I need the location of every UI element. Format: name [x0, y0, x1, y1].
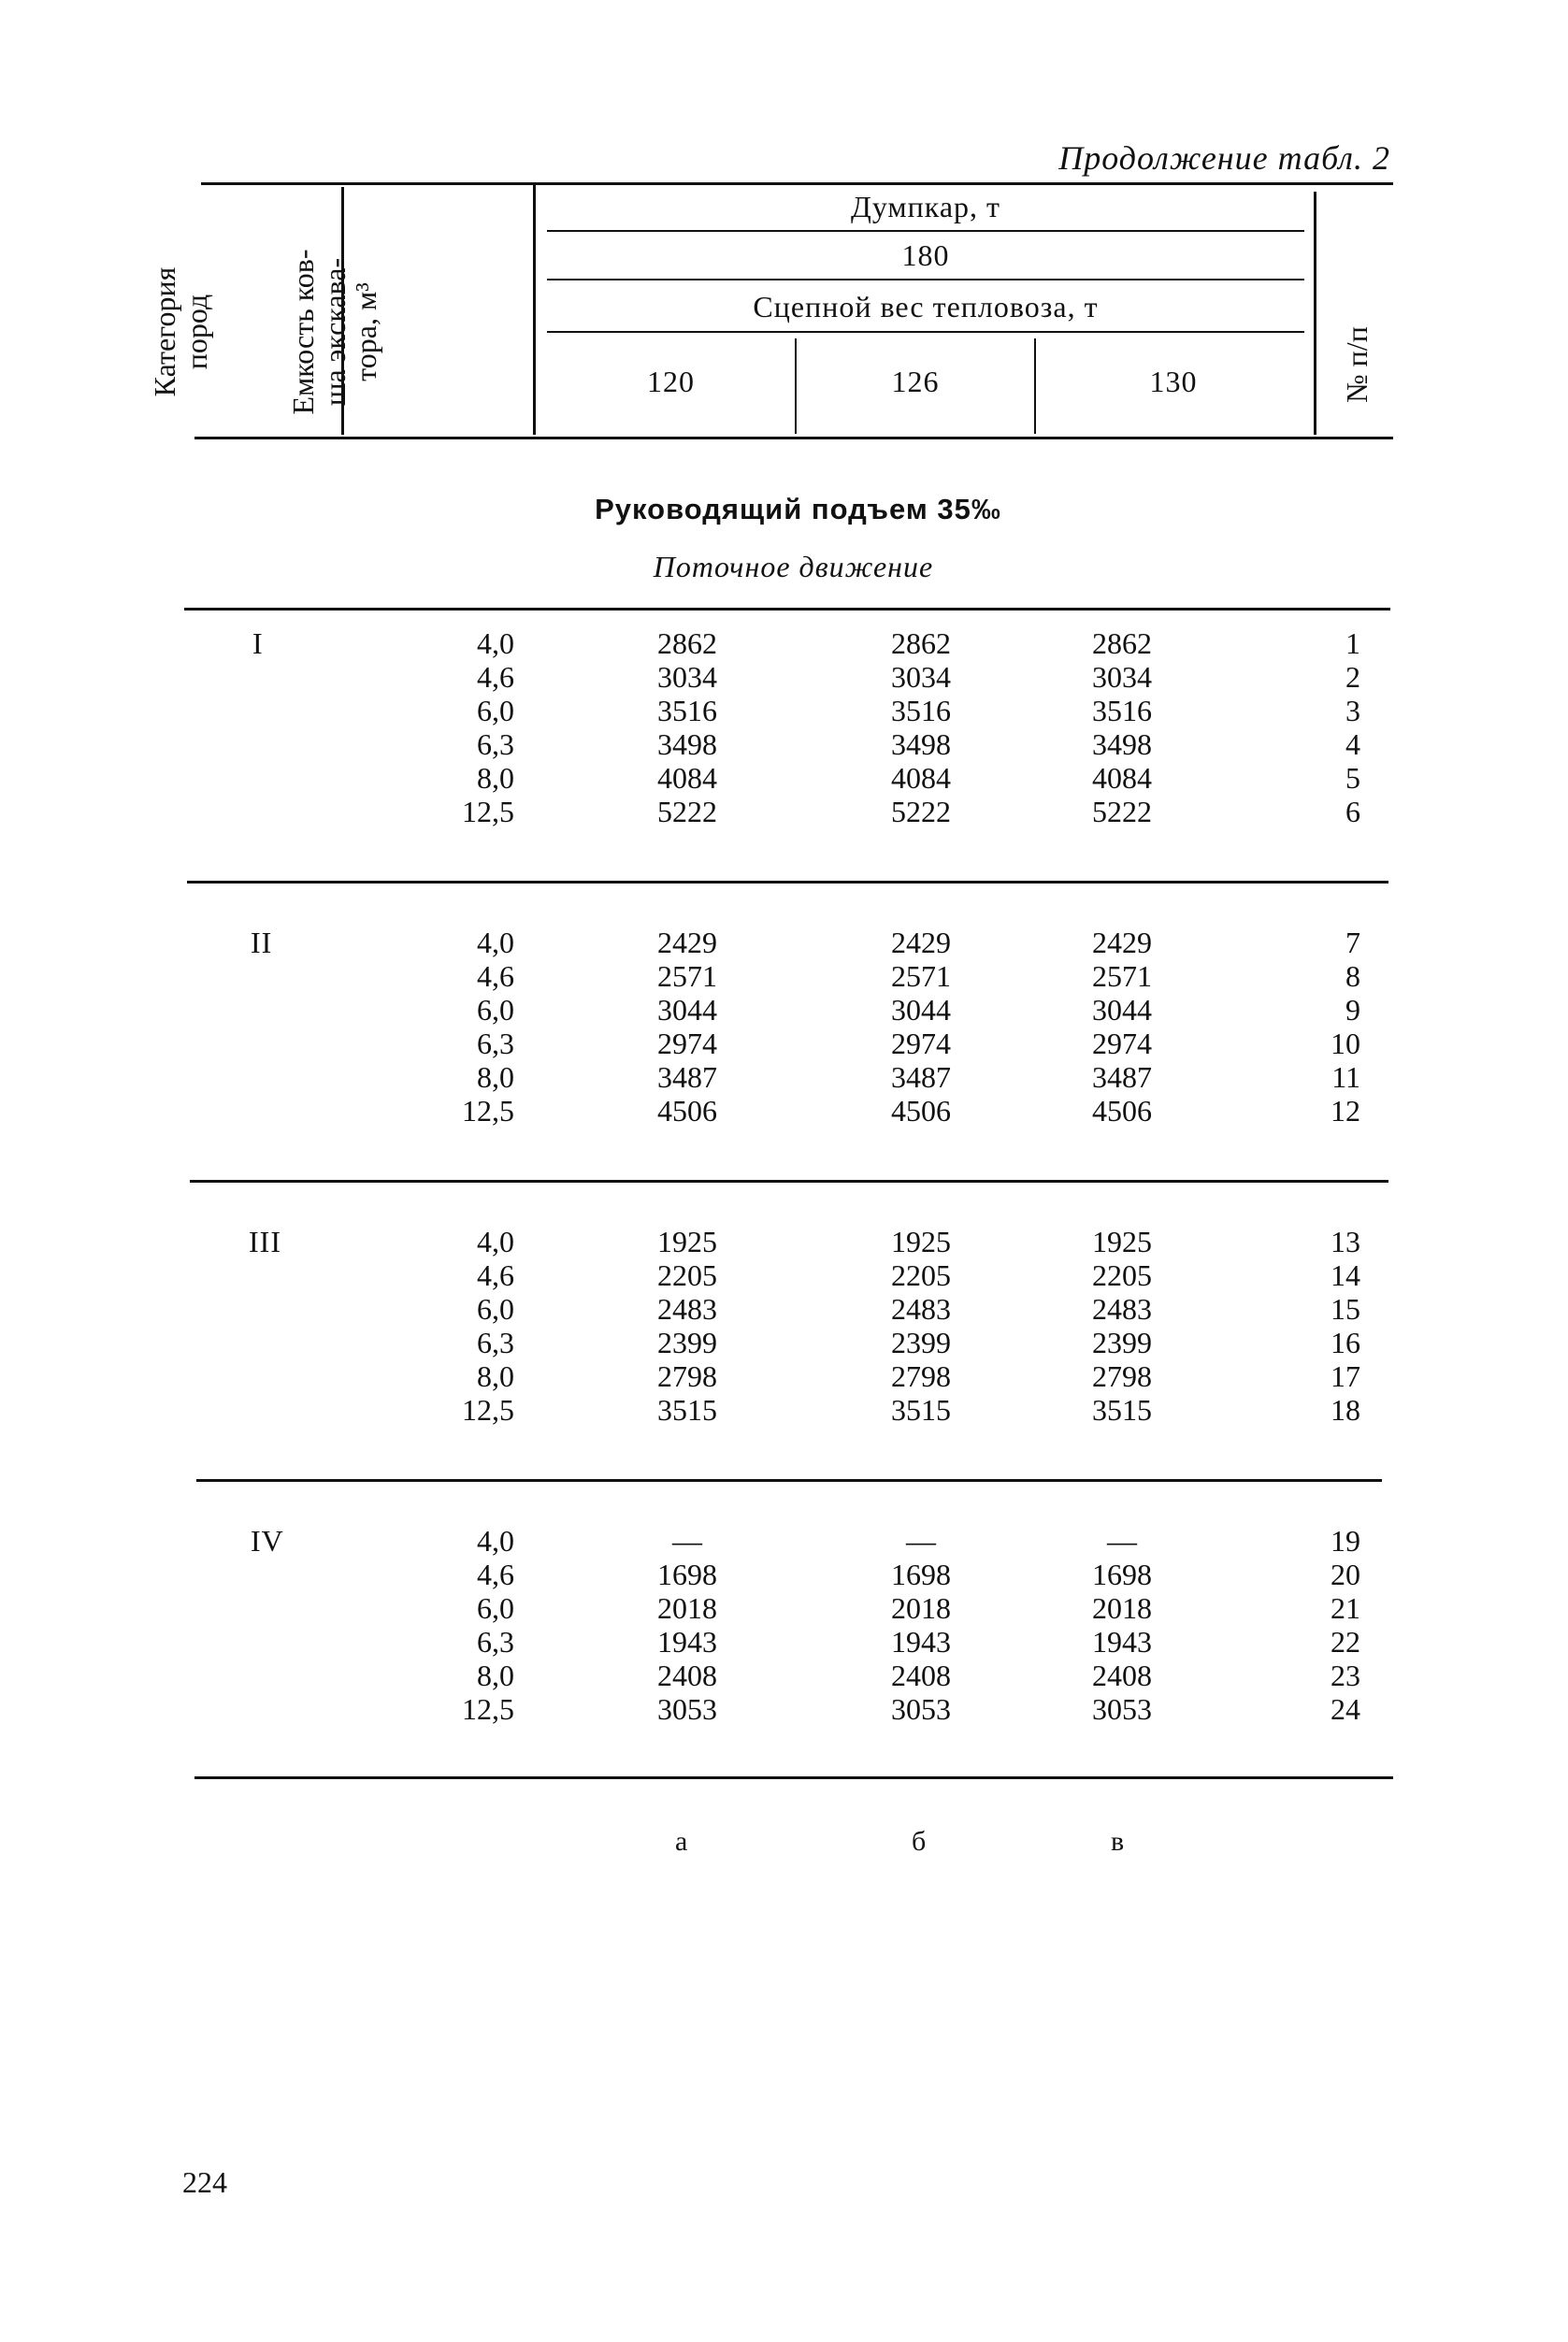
table-caption: Продолжение табл. 2: [1058, 139, 1390, 177]
dumpcar-value-rule: [547, 279, 1304, 280]
group-rule-2: [190, 1180, 1388, 1183]
values-130: 1925 2205 2483 2399 2798 3515: [1092, 1225, 1152, 1427]
table-bottom-rule: [194, 1776, 1393, 1779]
column-letter-v: в: [1111, 1826, 1125, 1857]
values-120: 2862 3034 3516 3498 4084 5222: [657, 626, 717, 828]
values-120: 1925 2205 2483 2399 2798 3515: [657, 1225, 717, 1427]
group-rule-3: [196, 1479, 1382, 1482]
bucket-values: 4,0 4,6 6,0 6,3 8,0 12,5: [462, 926, 514, 1128]
group-rule-top: [184, 608, 1390, 611]
category-label: IV: [251, 1524, 284, 1558]
category-label: II: [251, 926, 273, 959]
row-numbers: 19 20 21 22 23 24: [1331, 1524, 1360, 1726]
bucket-values: 4,0 4,6 6,0 6,3 8,0 12,5: [462, 1225, 514, 1427]
values-126: 1925 2205 2483 2399 2798 3515: [891, 1225, 951, 1427]
values-126: 2429 2571 3044 2974 3487 4506: [891, 926, 951, 1128]
section-title: Руководящий подъем 35‰: [595, 493, 1001, 525]
category-label: III: [249, 1225, 281, 1258]
column-letter-b: б: [912, 1826, 927, 1857]
header-divider-2: [533, 184, 536, 435]
header-divider-3: [1314, 192, 1316, 435]
loco-weight-120: 120: [647, 365, 695, 398]
loco-rule: [547, 331, 1304, 333]
col-header-bucket: Емкость ков- ша экскава- тора, м³: [286, 249, 383, 415]
bucket-values: 4,0 4,6 6,0 6,3 8,0 12,5: [462, 626, 514, 828]
values-130: — 1698 2018 1943 2408 3053: [1092, 1524, 1152, 1726]
dumpcar-label: Думпкар, т: [850, 190, 1001, 223]
values-120: — 1698 2018 1943 2408 3053: [657, 1524, 717, 1726]
values-126: — 1698 2018 1943 2408 3053: [891, 1524, 951, 1726]
category-label: I: [252, 626, 264, 660]
dumpcar-rule: [547, 230, 1304, 232]
row-numbers: 7 8 9 10 11 12: [1331, 926, 1360, 1128]
values-120: 2429 2571 3044 2974 3487 4506: [657, 926, 717, 1128]
dumpcar-value: 180: [901, 238, 950, 272]
section-subtitle: Поточное движение: [653, 550, 934, 583]
loco-weight-126: 126: [891, 365, 940, 398]
loco-weight-130: 130: [1149, 365, 1198, 398]
bucket-values: 4,0 4,6 6,0 6,3 8,0 12,5: [462, 1524, 514, 1726]
col-header-category: Категория пород: [148, 266, 213, 397]
page-number: 224: [182, 2165, 227, 2199]
values-126: 2862 3034 3516 3498 4084 5222: [891, 626, 951, 828]
loco-weight-label: Сцепной вес тепловоза, т: [753, 290, 1099, 323]
values-130: 2862 3034 3516 3498 4084 5222: [1092, 626, 1152, 828]
row-numbers: 13 14 15 16 17 18: [1331, 1225, 1360, 1427]
col-header-number: № п/п: [1340, 326, 1374, 403]
group-rule-1: [187, 881, 1388, 884]
header-top-rule: [201, 182, 1393, 185]
row-numbers: 1 2 3 4 5 6: [1345, 626, 1360, 828]
values-130: 2429 2571 3044 2974 3487 4506: [1092, 926, 1152, 1128]
column-letter-a: а: [675, 1826, 688, 1857]
